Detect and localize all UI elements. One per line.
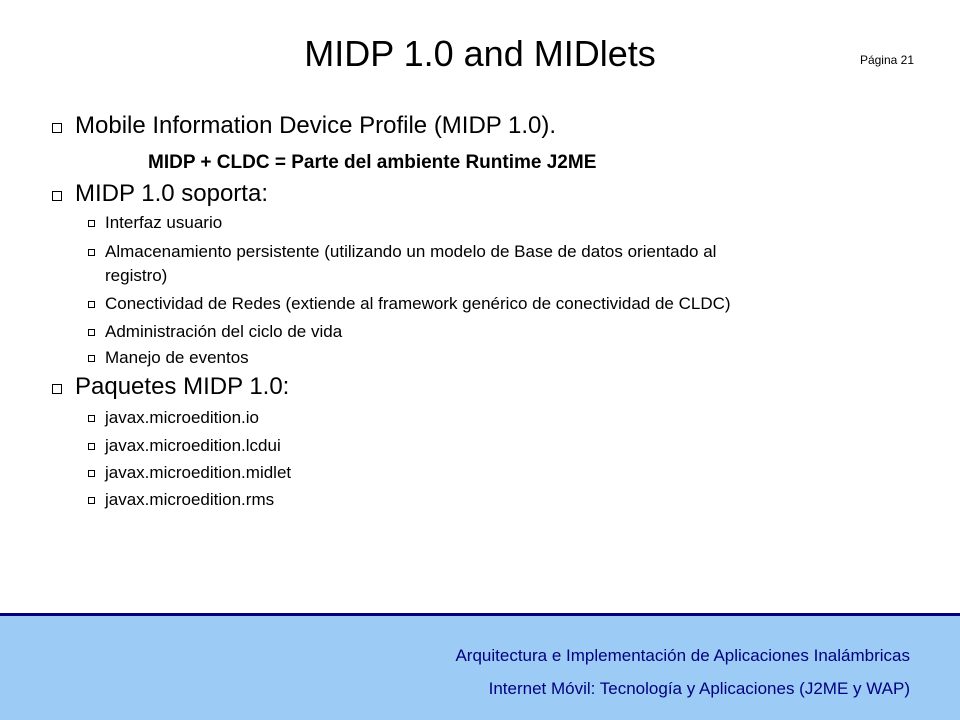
sub-bullet-text: javax.microedition.midlet <box>105 463 292 482</box>
slide-title: MIDP 1.0 and MIDlets <box>304 33 656 74</box>
bullet-item <box>52 112 556 140</box>
square-bullet-icon <box>88 470 95 477</box>
square-bullet-icon <box>88 355 95 362</box>
sub-bullet-text: Conectividad de Redes (extiende al framework genérico de conectividad de CLDC) <box>105 294 731 313</box>
sub-bullet-continuation <box>105 263 167 288</box>
bullet-text: MIDP 1.0 soporta: <box>75 180 268 207</box>
sub-bullet-text: javax.microedition.lcdui <box>105 436 281 455</box>
square-bullet-icon <box>88 329 95 336</box>
sub-bullet-item <box>88 291 731 316</box>
sub-bullet-item <box>88 319 342 344</box>
sub-bullet-item <box>88 487 274 512</box>
sub-bullet-item <box>88 345 249 370</box>
sub-bullet-text: registro) <box>105 266 168 285</box>
square-bullet-icon <box>52 384 62 394</box>
sub-bullet-text: Almacenamiento persistente (utilizando un modelo de Base de datos orientado al <box>105 242 717 261</box>
sub-bullet-text: javax.microedition.rms <box>105 490 275 509</box>
footer-course-subtitle: Internet Móvil: Tecnología y Aplicaciones (J2ME y WAP) <box>488 679 910 698</box>
square-bullet-icon <box>88 220 95 227</box>
sub-bullet-text: Administración del ciclo de vida <box>105 322 343 341</box>
square-bullet-icon <box>88 497 95 504</box>
sub-bullet-item <box>88 405 259 430</box>
bullet-text: Mobile Information Device Profile (MIDP 1.0). <box>75 112 557 139</box>
footer-course-title: Arquitectura e Implementación de Aplicaciones Inalámbricas <box>455 646 910 665</box>
sub-bullet-item <box>88 210 222 235</box>
square-bullet-icon <box>88 415 95 422</box>
bullet-item <box>52 373 289 401</box>
sub-bullet-item <box>88 433 281 458</box>
bullet-text: Paquetes MIDP 1.0: <box>75 373 290 400</box>
square-bullet-icon <box>88 249 95 256</box>
sub-bullet-text: Interfaz usuario <box>105 213 223 232</box>
subtitle-equation: MIDP + CLDC = Parte del ambiente Runtime J2ME <box>148 152 597 173</box>
square-bullet-icon <box>88 443 95 450</box>
footer-band <box>0 616 960 720</box>
page-number: Página 21 <box>859 53 914 67</box>
sub-bullet-item <box>88 239 716 264</box>
square-bullet-icon <box>52 191 62 201</box>
bullet-item <box>52 180 268 208</box>
sub-bullet-item <box>88 460 291 485</box>
sub-bullet-text: javax.microedition.io <box>105 408 260 427</box>
sub-bullet-text: Manejo de eventos <box>105 348 249 367</box>
square-bullet-icon <box>52 123 62 133</box>
square-bullet-icon <box>88 301 95 308</box>
